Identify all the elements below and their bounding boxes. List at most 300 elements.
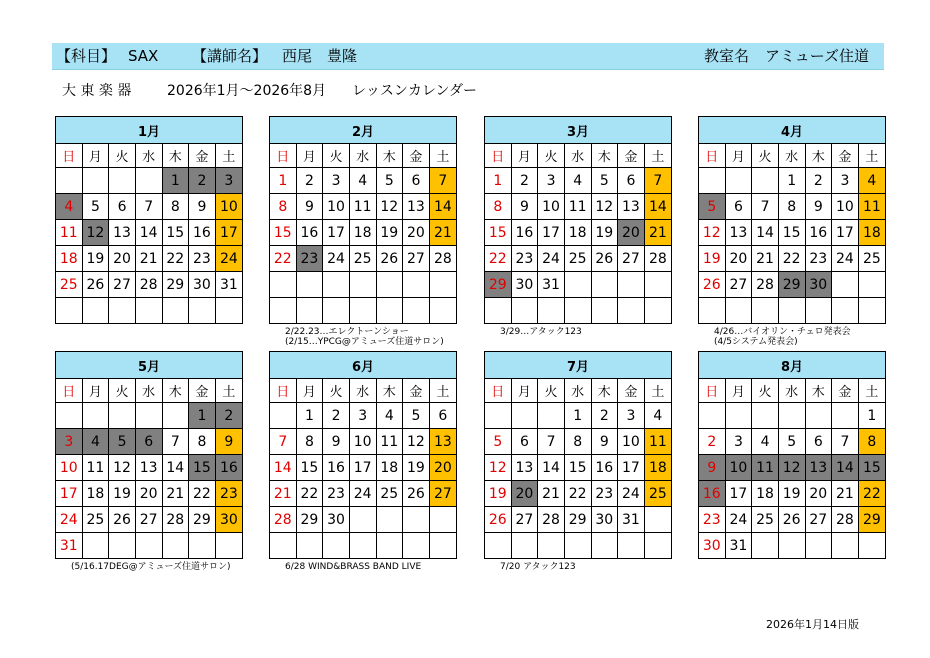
day-cell: 14 [162, 455, 189, 481]
empty-cell [591, 533, 618, 559]
empty-cell [699, 168, 726, 194]
empty-cell [485, 533, 512, 559]
empty-cell [752, 298, 779, 324]
day-cell: 28 [270, 507, 297, 533]
empty-cell [270, 272, 297, 298]
day-cell: 3 [349, 403, 376, 429]
weekday-header: 土 [215, 144, 242, 168]
empty-cell [429, 507, 456, 533]
day-cell: 1 [162, 168, 189, 194]
empty-cell [403, 298, 430, 324]
weekday-header: 月 [725, 144, 752, 168]
empty-cell [349, 272, 376, 298]
empty-cell [109, 533, 136, 559]
day-cell: 5 [403, 403, 430, 429]
empty-cell [189, 298, 216, 324]
empty-cell [832, 298, 859, 324]
day-cell: 18 [858, 220, 885, 246]
day-cell: 8 [270, 194, 297, 220]
weekday-header: 月 [296, 379, 323, 403]
day-cell: 16 [805, 220, 832, 246]
day-cell: 25 [56, 272, 83, 298]
weekday-header: 土 [644, 144, 671, 168]
day-cell: 26 [403, 481, 430, 507]
empty-cell [135, 298, 162, 324]
day-cell: 2 [215, 403, 242, 429]
day-cell: 1 [296, 403, 323, 429]
empty-cell [699, 403, 726, 429]
empty-cell [135, 533, 162, 559]
empty-cell [618, 298, 645, 324]
day-cell: 3 [832, 168, 859, 194]
empty-cell [752, 533, 779, 559]
day-cell: 22 [778, 246, 805, 272]
month-calendar [698, 351, 886, 559]
day-cell: 29 [778, 272, 805, 298]
day-cell: 8 [189, 429, 216, 455]
empty-cell [805, 533, 832, 559]
event-note: 6/28 WIND&BRASS BAND LIVE [285, 562, 422, 572]
day-cell: 25 [644, 481, 671, 507]
empty-cell [644, 272, 671, 298]
day-cell: 28 [538, 507, 565, 533]
month-calendar [269, 116, 457, 324]
day-cell: 17 [538, 220, 565, 246]
empty-cell [485, 298, 512, 324]
day-cell: 29 [858, 507, 885, 533]
empty-cell [376, 533, 403, 559]
day-cell: 16 [699, 481, 726, 507]
day-cell: 19 [591, 220, 618, 246]
empty-cell [270, 298, 297, 324]
day-cell: 22 [858, 481, 885, 507]
empty-cell [725, 168, 752, 194]
weekday-header: 火 [323, 144, 350, 168]
day-cell: 3 [323, 168, 350, 194]
day-cell: 11 [644, 429, 671, 455]
weekday-header: 水 [778, 379, 805, 403]
weekday-header: 月 [82, 144, 109, 168]
empty-cell [564, 533, 591, 559]
month-calendar [484, 116, 672, 324]
day-cell: 3 [215, 168, 242, 194]
day-cell: 21 [270, 481, 297, 507]
weekday-header: 水 [349, 379, 376, 403]
day-cell: 26 [82, 272, 109, 298]
day-cell: 21 [832, 481, 859, 507]
empty-cell [82, 403, 109, 429]
day-cell: 15 [858, 455, 885, 481]
weekday-header: 日 [485, 379, 512, 403]
day-cell: 1 [485, 168, 512, 194]
day-cell: 3 [618, 403, 645, 429]
weekday-header: 木 [805, 144, 832, 168]
empty-cell [135, 168, 162, 194]
day-cell: 13 [109, 220, 136, 246]
day-cell: 19 [82, 246, 109, 272]
month-calendar [484, 351, 672, 559]
day-cell: 2 [323, 403, 350, 429]
empty-cell [778, 533, 805, 559]
empty-cell [56, 298, 83, 324]
day-cell: 7 [832, 429, 859, 455]
weekday-header: 金 [189, 144, 216, 168]
day-cell: 30 [591, 507, 618, 533]
empty-cell [858, 272, 885, 298]
day-cell: 2 [805, 168, 832, 194]
day-cell: 2 [699, 429, 726, 455]
empty-cell [429, 533, 456, 559]
day-cell: 8 [162, 194, 189, 220]
empty-cell [832, 533, 859, 559]
day-cell: 23 [296, 246, 323, 272]
empty-cell [403, 507, 430, 533]
day-cell: 13 [429, 429, 456, 455]
weekday-header: 木 [162, 144, 189, 168]
weekday-header: 日 [270, 379, 297, 403]
day-cell: 20 [429, 455, 456, 481]
day-cell: 23 [591, 481, 618, 507]
day-cell: 27 [725, 272, 752, 298]
day-cell: 31 [56, 533, 83, 559]
day-cell: 15 [485, 220, 512, 246]
day-cell: 20 [109, 246, 136, 272]
empty-cell [349, 298, 376, 324]
day-cell: 25 [752, 507, 779, 533]
day-cell: 28 [162, 507, 189, 533]
day-cell: 21 [644, 220, 671, 246]
weekday-header: 火 [752, 144, 779, 168]
empty-cell [296, 272, 323, 298]
day-cell: 11 [56, 220, 83, 246]
day-cell: 20 [618, 220, 645, 246]
store-name: 大 東 楽 器 [62, 83, 132, 99]
day-cell: 25 [376, 481, 403, 507]
day-cell: 21 [752, 246, 779, 272]
day-cell: 12 [403, 429, 430, 455]
month-calendar [269, 351, 457, 559]
day-cell: 31 [618, 507, 645, 533]
weekday-header: 火 [752, 379, 779, 403]
weekday-header: 木 [376, 144, 403, 168]
weekday-header: 土 [215, 379, 242, 403]
weekday-header: 日 [56, 144, 83, 168]
empty-cell [778, 403, 805, 429]
day-cell: 19 [376, 220, 403, 246]
day-cell: 3 [538, 168, 565, 194]
day-cell: 17 [323, 220, 350, 246]
empty-cell [485, 403, 512, 429]
day-cell: 27 [618, 246, 645, 272]
teacher-label: 【講師名】 [192, 47, 268, 65]
weekday-header: 日 [699, 144, 726, 168]
day-cell: 10 [618, 429, 645, 455]
empty-cell [591, 298, 618, 324]
event-note: 2/22.23…エレクトーンショー [285, 327, 409, 337]
day-cell: 11 [858, 194, 885, 220]
empty-cell [644, 507, 671, 533]
day-cell: 30 [805, 272, 832, 298]
empty-cell [162, 298, 189, 324]
day-cell: 7 [162, 429, 189, 455]
day-cell: 14 [135, 220, 162, 246]
day-cell: 27 [429, 481, 456, 507]
day-cell: 25 [82, 507, 109, 533]
day-cell: 24 [618, 481, 645, 507]
calendar-period: 2026年1月～2026年8月 [167, 83, 327, 99]
empty-cell [858, 533, 885, 559]
day-cell: 18 [564, 220, 591, 246]
day-cell: 26 [591, 246, 618, 272]
month-title: 3月 [485, 117, 672, 144]
weekday-header: 月 [82, 379, 109, 403]
month-title: 8月 [699, 352, 886, 379]
empty-cell [618, 272, 645, 298]
day-cell: 30 [189, 272, 216, 298]
weekday-header: 月 [725, 379, 752, 403]
day-cell: 8 [564, 429, 591, 455]
day-cell: 19 [778, 481, 805, 507]
day-cell: 27 [511, 507, 538, 533]
day-cell: 9 [189, 194, 216, 220]
empty-cell [215, 533, 242, 559]
weekday-header: 木 [376, 379, 403, 403]
day-cell: 8 [296, 429, 323, 455]
day-cell: 23 [189, 246, 216, 272]
day-cell: 4 [752, 429, 779, 455]
day-cell: 12 [82, 220, 109, 246]
weekday-header: 水 [564, 144, 591, 168]
empty-cell [805, 298, 832, 324]
day-cell: 9 [215, 429, 242, 455]
day-cell: 11 [564, 194, 591, 220]
day-cell: 6 [109, 194, 136, 220]
empty-cell [832, 272, 859, 298]
day-cell: 11 [82, 455, 109, 481]
day-cell: 11 [349, 194, 376, 220]
empty-cell [162, 533, 189, 559]
month-calendar [55, 116, 243, 324]
day-cell: 16 [215, 455, 242, 481]
day-cell: 26 [109, 507, 136, 533]
day-cell: 23 [215, 481, 242, 507]
day-cell: 15 [162, 220, 189, 246]
empty-cell [376, 298, 403, 324]
weekday-header: 金 [832, 144, 859, 168]
day-cell: 24 [56, 507, 83, 533]
empty-cell [109, 298, 136, 324]
day-cell: 9 [591, 429, 618, 455]
day-cell: 5 [485, 429, 512, 455]
day-cell: 1 [189, 403, 216, 429]
empty-cell [109, 403, 136, 429]
event-note: 7/20 アタック123 [500, 562, 576, 572]
day-cell: 19 [109, 481, 136, 507]
day-cell: 6 [725, 194, 752, 220]
day-cell: 14 [644, 194, 671, 220]
day-cell: 14 [752, 220, 779, 246]
day-cell: 22 [485, 246, 512, 272]
empty-cell [403, 272, 430, 298]
day-cell: 28 [429, 246, 456, 272]
day-cell: 29 [485, 272, 512, 298]
room-name: アミューズ住道 [765, 47, 869, 65]
weekday-header: 月 [511, 379, 538, 403]
day-cell: 7 [135, 194, 162, 220]
day-cell: 18 [376, 455, 403, 481]
month-calendar [55, 351, 243, 559]
event-note: (5/16.17DEG@アミューズ住道サロン) [71, 562, 231, 572]
day-cell: 4 [56, 194, 83, 220]
day-cell: 9 [511, 194, 538, 220]
day-cell: 14 [270, 455, 297, 481]
day-cell: 28 [832, 507, 859, 533]
weekday-header: 火 [323, 379, 350, 403]
empty-cell [296, 533, 323, 559]
day-cell: 15 [564, 455, 591, 481]
day-cell: 13 [805, 455, 832, 481]
day-cell: 8 [485, 194, 512, 220]
day-cell: 11 [752, 455, 779, 481]
day-cell: 23 [323, 481, 350, 507]
day-cell: 31 [725, 533, 752, 559]
weekday-header: 土 [644, 379, 671, 403]
empty-cell [538, 403, 565, 429]
day-cell: 15 [296, 455, 323, 481]
empty-cell [296, 298, 323, 324]
subject-value: SAX [128, 47, 159, 65]
empty-cell [778, 298, 805, 324]
day-cell: 24 [725, 507, 752, 533]
day-cell: 24 [538, 246, 565, 272]
day-cell: 4 [858, 168, 885, 194]
day-cell: 23 [511, 246, 538, 272]
month-title: 2月 [270, 117, 457, 144]
day-cell: 14 [538, 455, 565, 481]
day-cell: 3 [56, 429, 83, 455]
weekday-header: 木 [591, 144, 618, 168]
day-cell: 23 [805, 246, 832, 272]
day-cell: 16 [323, 455, 350, 481]
empty-cell [189, 533, 216, 559]
weekday-header: 火 [538, 144, 565, 168]
day-cell: 6 [403, 168, 430, 194]
day-cell: 5 [778, 429, 805, 455]
day-cell: 22 [296, 481, 323, 507]
empty-cell [644, 298, 671, 324]
weekday-header: 金 [618, 144, 645, 168]
month-title: 6月 [270, 352, 457, 379]
weekday-header: 土 [429, 144, 456, 168]
weekday-header: 月 [296, 144, 323, 168]
day-cell: 21 [135, 246, 162, 272]
day-cell: 30 [511, 272, 538, 298]
day-cell: 17 [618, 455, 645, 481]
empty-cell [403, 533, 430, 559]
weekday-header: 日 [270, 144, 297, 168]
day-cell: 10 [323, 194, 350, 220]
empty-cell [511, 403, 538, 429]
empty-cell [564, 298, 591, 324]
weekday-header: 土 [858, 379, 885, 403]
empty-cell [858, 298, 885, 324]
empty-cell [699, 298, 726, 324]
day-cell: 28 [135, 272, 162, 298]
day-cell: 21 [162, 481, 189, 507]
empty-cell [162, 403, 189, 429]
empty-cell [135, 403, 162, 429]
day-cell: 25 [858, 246, 885, 272]
day-cell: 10 [832, 194, 859, 220]
day-cell: 16 [296, 220, 323, 246]
day-cell: 19 [485, 481, 512, 507]
weekday-header: 金 [403, 379, 430, 403]
empty-cell [376, 272, 403, 298]
day-cell: 31 [215, 272, 242, 298]
day-cell: 4 [349, 168, 376, 194]
empty-cell [323, 298, 350, 324]
day-cell: 4 [564, 168, 591, 194]
weekday-header: 日 [56, 379, 83, 403]
month-title: 5月 [56, 352, 243, 379]
empty-cell [832, 403, 859, 429]
day-cell: 5 [376, 168, 403, 194]
day-cell: 26 [778, 507, 805, 533]
day-cell: 15 [778, 220, 805, 246]
weekday-header: 土 [858, 144, 885, 168]
day-cell: 13 [403, 194, 430, 220]
day-cell: 18 [56, 246, 83, 272]
empty-cell [270, 533, 297, 559]
weekday-header: 水 [564, 379, 591, 403]
day-cell: 7 [429, 168, 456, 194]
empty-cell [725, 403, 752, 429]
day-cell: 30 [699, 533, 726, 559]
day-cell: 17 [725, 481, 752, 507]
day-cell: 3 [725, 429, 752, 455]
weekday-header: 金 [618, 379, 645, 403]
day-cell: 6 [805, 429, 832, 455]
day-cell: 5 [699, 194, 726, 220]
day-cell: 10 [349, 429, 376, 455]
edition-date: 2026年1月14日版 [766, 618, 859, 631]
day-cell: 15 [270, 220, 297, 246]
day-cell: 29 [189, 507, 216, 533]
day-cell: 9 [805, 194, 832, 220]
weekday-header: 水 [349, 144, 376, 168]
empty-cell [752, 403, 779, 429]
header-bar [52, 43, 884, 70]
day-cell: 29 [162, 272, 189, 298]
room-label: 教室名 [704, 47, 750, 65]
day-cell: 10 [725, 455, 752, 481]
day-cell: 20 [511, 481, 538, 507]
day-cell: 19 [403, 455, 430, 481]
day-cell: 11 [376, 429, 403, 455]
empty-cell [82, 168, 109, 194]
day-cell: 23 [699, 507, 726, 533]
day-cell: 25 [564, 246, 591, 272]
weekday-header: 金 [189, 379, 216, 403]
day-cell: 29 [564, 507, 591, 533]
day-cell: 4 [644, 403, 671, 429]
day-cell: 10 [215, 194, 242, 220]
day-cell: 18 [349, 220, 376, 246]
empty-cell [270, 403, 297, 429]
empty-cell [56, 403, 83, 429]
empty-cell [109, 168, 136, 194]
event-note: 3/29…アタック123 [500, 327, 582, 337]
